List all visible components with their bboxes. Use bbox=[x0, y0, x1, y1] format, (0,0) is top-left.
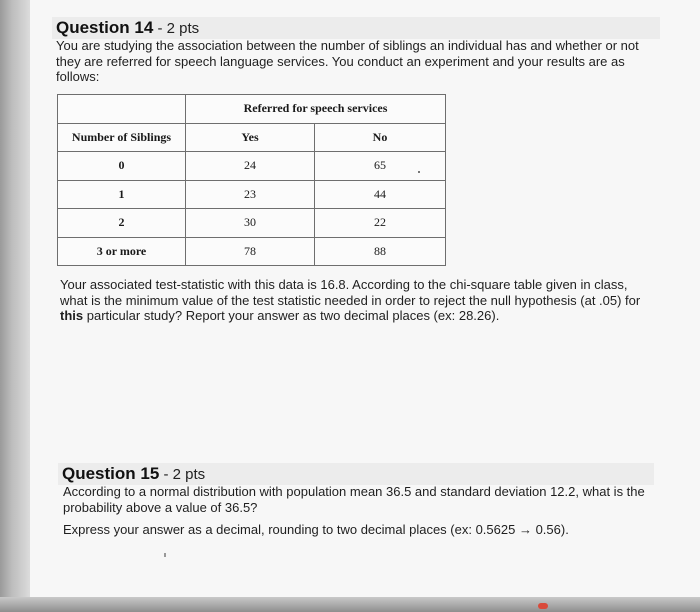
table-corner-cell bbox=[58, 95, 186, 124]
row-label: 1 bbox=[58, 180, 186, 209]
referred-group-header: Referred for speech services bbox=[186, 95, 446, 124]
question-14-title: Question 14 bbox=[56, 18, 154, 37]
table-row bbox=[58, 180, 446, 209]
text-caret bbox=[418, 171, 420, 173]
bottom-edge-bar bbox=[0, 597, 700, 612]
table-row bbox=[58, 152, 446, 181]
table-subheader-row bbox=[58, 123, 446, 152]
row-label: 2 bbox=[58, 209, 186, 238]
table-row bbox=[58, 209, 446, 238]
yes-cell: 24 bbox=[186, 152, 315, 181]
table-row bbox=[58, 237, 446, 266]
no-cell: 44 bbox=[315, 180, 446, 209]
siblings-column-header: Number of Siblings bbox=[58, 123, 186, 152]
row-label: 3 or more bbox=[58, 237, 186, 266]
question-15-points: - 2 pts bbox=[159, 466, 206, 483]
followup-emphasis: this bbox=[60, 308, 84, 323]
mouse-cursor-mark bbox=[164, 553, 166, 557]
yes-cell: 78 bbox=[186, 237, 315, 266]
question-14-prompt: You are studying the association between the number of siblings an individual has and whether or not they are referred for speech language services. You conduct an experiment and your results are as follows: bbox=[56, 38, 639, 84]
question-15-instruction: Express your answer as a decimal, rounding to two decimal places (ex: 0.5625 → 0.56). bbox=[63, 522, 569, 537]
question-14-followup bbox=[60, 277, 650, 324]
row-label: 0 bbox=[58, 152, 186, 181]
question-14-header bbox=[52, 17, 660, 39]
no-cell: 22 bbox=[315, 209, 446, 238]
yes-cell: 23 bbox=[186, 180, 315, 209]
bottom-red-marker bbox=[538, 603, 548, 609]
yes-cell: 30 bbox=[186, 209, 315, 238]
no-column-header: No bbox=[315, 123, 446, 152]
question-15-header bbox=[58, 463, 654, 485]
yes-column-header: Yes bbox=[186, 123, 315, 152]
no-cell: 65 bbox=[315, 152, 446, 181]
no-cell: 88 bbox=[315, 237, 446, 266]
question-15-title: Question 15 bbox=[62, 464, 160, 483]
siblings-referral-table bbox=[57, 94, 446, 266]
left-edge-shadow bbox=[0, 0, 30, 612]
question-14-points: - 2 pts bbox=[153, 20, 200, 37]
table-header-row bbox=[58, 95, 446, 124]
followup-text-part2: particular study? Report your answer as two decimal places (ex: 28.26). bbox=[83, 308, 500, 323]
followup-text-part1: Your associated test-statistic with this data is 16.8. According to the chi-square table given in class, what is the minimum value of the test statistic needed in order to reject the null hypothesis (at .05) for bbox=[60, 277, 641, 308]
question-15-prompt: According to a normal distribution with population mean 36.5 and standard deviation 12.2, what is the probability above a value of 36.5? bbox=[63, 484, 645, 515]
